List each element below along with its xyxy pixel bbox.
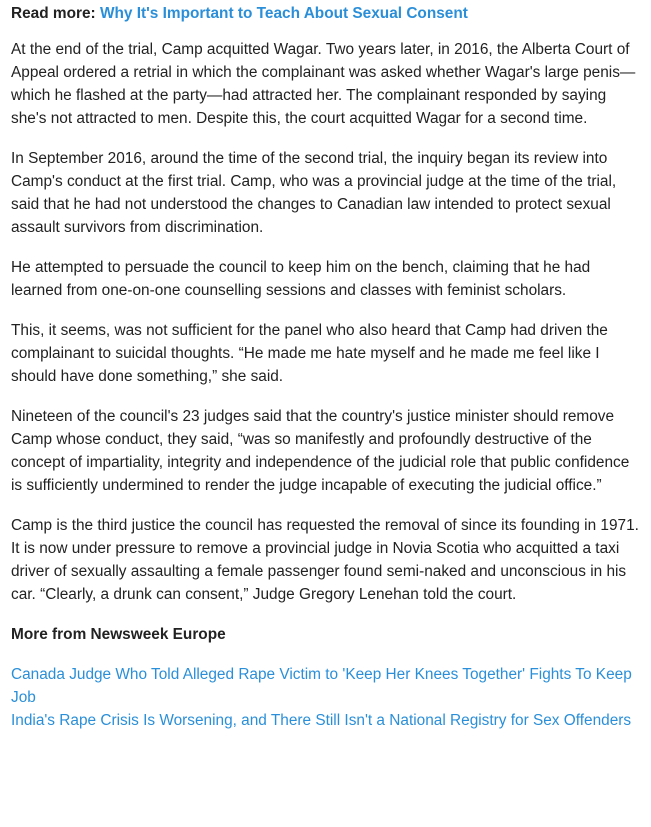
article-paragraph: At the end of the trial, Camp acquitted Wagar. Two years later, in 2016, the Alberta Court of Appeal ordered a retrial in which the complainant was asked whether Wagar's large penis—which he flashed at the party—had attracted her. The complainant responded by saying she's not attracted to men. Despite this, the court acquitted Wagar for a second time. bbox=[11, 41, 636, 127]
article-paragraph: He attempted to persuade the council to keep him on the bench, claiming that he had learned from one-on-one counselling sessions and classes with feminist scholars. bbox=[11, 259, 591, 299]
article-paragraph: In September 2016, around the time of the second trial, the inquiry began its review into Camp's conduct at the first trial. Camp, who was a provincial judge at the time of the trial, said that he had not understood the changes to Canadian law intended to protect sexual assault survivors from discrimination. bbox=[11, 150, 617, 236]
article-paragraph: Nineteen of the council's 23 judges said that the country's justice minister should remove Camp whose conduct, they said, “was so manifestly and profoundly destructive of the concept of impartiality, integrity and independence of the judicial role that public confidence is sufficiently undermined to render the judge incapable of executing the judicial office.” bbox=[11, 408, 630, 494]
related-links bbox=[11, 663, 641, 732]
more-from-heading: More from Newsweek Europe bbox=[11, 626, 226, 643]
article-paragraph: This, it seems, was not sufficient for the panel who also heard that Camp had driven the complainant to suicidal thoughts. “He made me hate myself and he made me feel like I should have done something,” she said. bbox=[11, 322, 608, 385]
article-paragraph: Camp is the third justice the council has requested the removal of since its founding in 1971. It is now under pressure to remove a provincial judge in Novia Scotia who acquitted a taxi driver of sexually assaulting a female passenger found semi-naked and unconscious in his car. “Clearly, a drunk can consent,” Judge Gregory Lenehan told the court. bbox=[11, 517, 639, 603]
related-link[interactable]: India's Rape Crisis Is Worsening, and There Still Isn't a National Registry for Sex Offenders bbox=[11, 712, 632, 729]
read-more-link[interactable]: Why It's Important to Teach About Sexual Consent bbox=[99, 5, 468, 22]
read-more-label: Read more: bbox=[11, 5, 96, 22]
related-link[interactable]: Canada Judge Who Told Alleged Rape Victim to 'Keep Her Knees Together' Fights To Keep Job bbox=[11, 666, 632, 706]
read-more bbox=[11, 2, 641, 25]
